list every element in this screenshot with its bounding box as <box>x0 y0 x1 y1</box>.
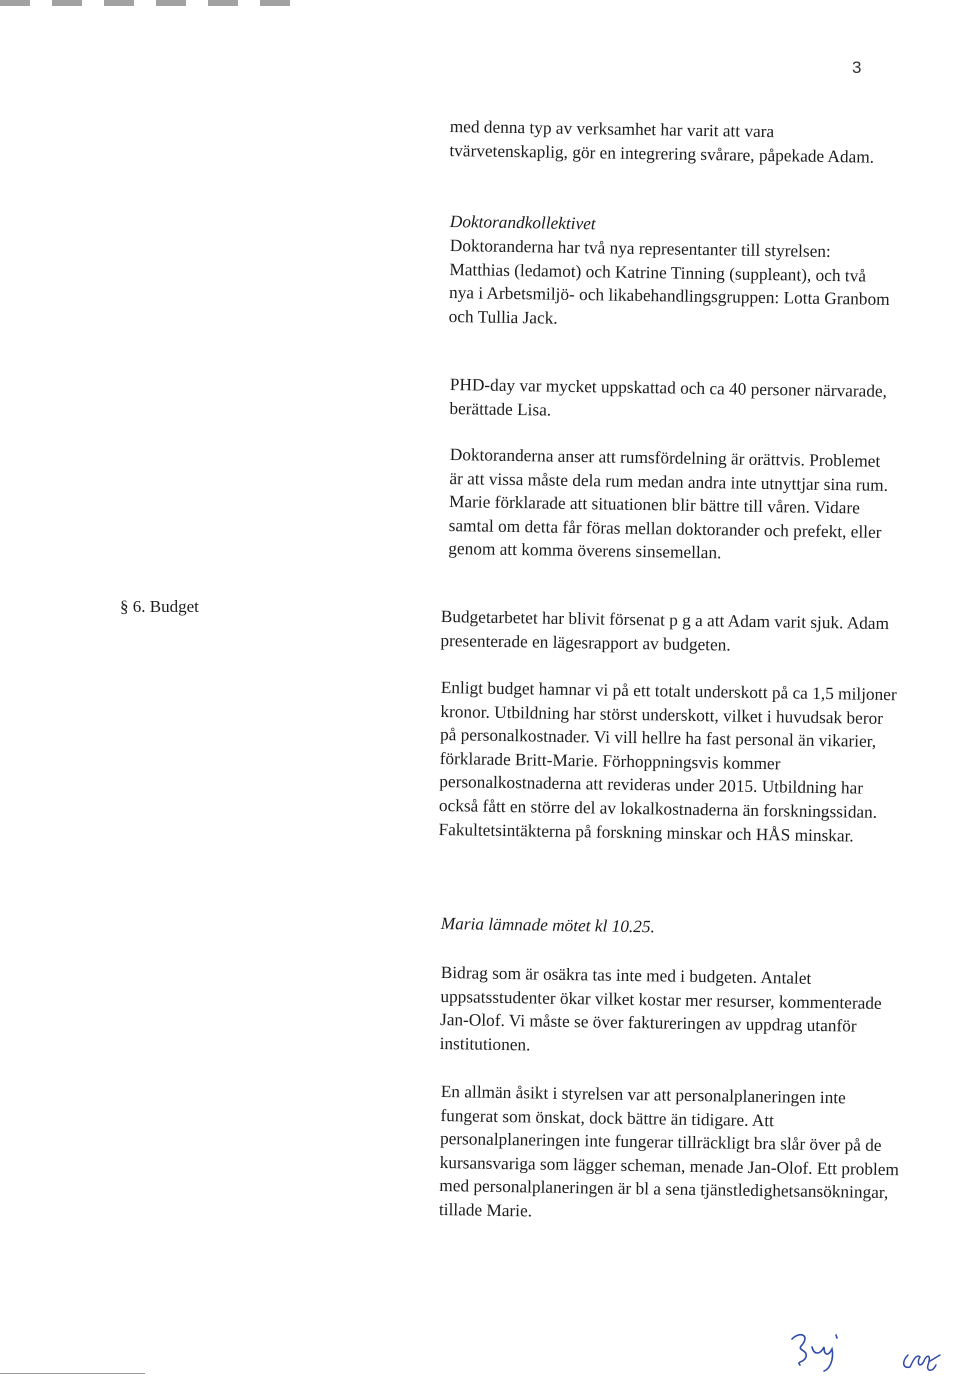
intro-text: med denna typ av verksamhet har varit att vara tvärvetenskaplig, gör en integrering svårare, påpekade Adam. <box>449 116 875 167</box>
paragraph-budget-2 <box>438 676 901 846</box>
personal-text: En allmän åsikt i styrelsen var att personalplaneringen inte fungerat som önskat, dock bättre än tidigare. Att personalplaneringen inte fungerar tillräckligt bra slår över på de kursansvariga som lägger scheman, menade Jan-Olof. Ett problem med personalplaneringen är bl a sena tjänstledighetsansökningar, tillade Marie. <box>438 1081 900 1221</box>
kollektiv-text: Doktoranderna har två nya representanter till styrelsen: Matthias (ledamot) och Katrine Tinning (suppleant), och två nya i Arbetsmiljö- och likabehandlingsgruppen: Lotta Granbom och Tullia Jack. <box>448 235 890 328</box>
scan-bottom-rule <box>0 1373 145 1374</box>
section-symbol: § <box>120 597 129 616</box>
paragraph-bidrag <box>441 961 901 1055</box>
scan-artifact <box>0 0 300 6</box>
signature-graphic <box>790 1325 960 1377</box>
signature-2 <box>904 1355 940 1370</box>
phd-day-text: PHD-day var mycket uppskattad och ca 40 personer närvarade, berättade Lisa. <box>449 374 888 420</box>
section-doktorandkollektivet <box>450 210 895 328</box>
paragraph-phd-day <box>450 373 895 420</box>
maria-text: Maria lämnade mötet kl 10.25. <box>440 913 656 937</box>
section-heading <box>120 597 199 617</box>
paragraph-personal <box>438 1080 901 1222</box>
signature-initials <box>790 1325 960 1377</box>
signature-1 <box>792 1335 837 1371</box>
budget-2-text: Enligt budget hamnar vi på ett totalt underskott på ca 1,5 miljoner kronor. Utbildning har störst underskott, vilket i huvudsak beror på personalkostnader. Vi vill hellre ha fast personal än vikarier, förklarade Britt-Marie. Förhoppningsvis kommer personalkostnaderna att revideras under 2015. Utbildning har också fått en större del av lokalkostnaderna än forskningssidan. Fakultetsintäkterna på forskning minskar och HÅS minskar. <box>438 677 897 846</box>
paragraph-intro <box>449 115 895 167</box>
budget-1-text: Budgetarbetet har blivit försenat p g a att Adam varit sjuk. Adam presenterade en lägesrapport av budgeten. <box>440 606 890 655</box>
rum-text: Doktoranderna anser att rumsfördelning är orättvis. Problemet är att vissa måste dela rum medan andra inte utnyttjar sina rum. Marie förklarade att situationen blir bättre till våren. Vidare samtal om detta får föras mellan doktorander och prefekt, eller genom att komma överens sinsemellan. <box>448 444 889 563</box>
paragraph-budget-1 <box>440 605 901 655</box>
subheading: Doktorandkollektivet <box>449 211 596 234</box>
paragraph-maria <box>441 912 901 936</box>
bidrag-text: Bidrag som är osäkra tas inte med i budgeten. Antalet uppsatsstudenter ökar vilket kostar mer resurser, kommenterade Jan-Olof. Vi måste se över faktureringen av uppdrag utanför institutionen. <box>439 962 882 1055</box>
paragraph-rum <box>450 443 895 561</box>
page-number: 3 <box>852 58 862 77</box>
section-title: 6. Budget <box>132 597 199 616</box>
